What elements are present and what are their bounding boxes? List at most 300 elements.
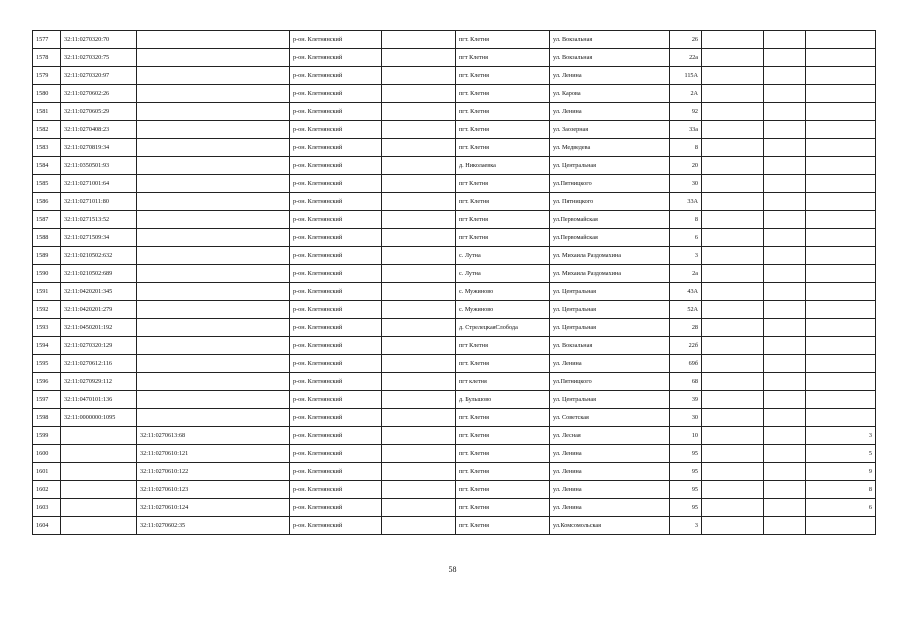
cadastral-number-alt [137,301,290,319]
street-cell: ул. Советская [550,409,670,427]
locality-cell: д. Бульшово [456,391,550,409]
extra-number [806,211,876,229]
street-cell: ул. Ленина [550,103,670,121]
table-row [33,265,876,283]
cadastral-number: 32:11:0350501:93 [61,157,137,175]
table-row [33,103,876,121]
house-number: 33а [670,121,702,139]
street-cell: ул. Ленина [550,67,670,85]
empty-cell [764,283,806,301]
cadastral-number-alt [137,247,290,265]
cadastral-number-alt [137,229,290,247]
empty-cell [764,139,806,157]
empty-cell [702,517,764,535]
extra-number [806,175,876,193]
table-row [33,157,876,175]
row-number: 1592 [33,301,61,319]
empty-cell [382,391,456,409]
row-number: 1577 [33,31,61,49]
table-row [33,337,876,355]
row-number: 1593 [33,319,61,337]
house-number: 95 [670,445,702,463]
extra-number: 9 [806,463,876,481]
empty-cell [382,463,456,481]
empty-cell [764,319,806,337]
empty-cell [702,31,764,49]
empty-cell [764,355,806,373]
locality-cell: с. Лутна [456,265,550,283]
row-number: 1585 [33,175,61,193]
locality-cell: пгт. Клетня [456,139,550,157]
locality-cell: пгт. Клетня [456,481,550,499]
empty-cell [702,247,764,265]
empty-cell [382,175,456,193]
empty-cell [702,85,764,103]
empty-cell [702,193,764,211]
empty-cell [382,517,456,535]
empty-cell [764,265,806,283]
row-number: 1581 [33,103,61,121]
empty-cell [382,481,456,499]
empty-cell [382,499,456,517]
empty-cell [702,265,764,283]
street-cell: ул. Ленина [550,463,670,481]
cadastral-number: 32:11:0000000:1095 [61,409,137,427]
district-cell: р-он. Клетнянский [290,247,382,265]
cadastral-number-alt [137,175,290,193]
house-number: 6 [670,229,702,247]
cadastral-number [61,499,137,517]
district-cell: р-он. Клетнянский [290,229,382,247]
table-row [33,301,876,319]
row-number: 1590 [33,265,61,283]
house-number: 3 [670,517,702,535]
cadastral-number: 32:11:0270320:75 [61,49,137,67]
locality-cell: д. Николаевка [456,157,550,175]
empty-cell [702,157,764,175]
cadastral-number: 32:11:0270612:116 [61,355,137,373]
district-cell: р-он. Клетнянский [290,31,382,49]
empty-cell [764,373,806,391]
row-number: 1580 [33,85,61,103]
district-cell: р-он. Клетнянский [290,67,382,85]
cadastral-number-alt [137,355,290,373]
street-cell: ул. Медведева [550,139,670,157]
empty-cell [764,31,806,49]
extra-number [806,265,876,283]
extra-number [806,283,876,301]
extra-number [806,355,876,373]
district-cell: р-он. Клетнянский [290,409,382,427]
extra-number: 8 [806,481,876,499]
house-number: 22а [670,49,702,67]
row-number: 1599 [33,427,61,445]
empty-cell [382,409,456,427]
house-number: 30 [670,175,702,193]
locality-cell: д. СтрелецкаяСлобода [456,319,550,337]
street-cell: ул. Вокзальная [550,337,670,355]
empty-cell [382,103,456,121]
empty-cell [382,373,456,391]
extra-number [806,229,876,247]
house-number: 3 [670,247,702,265]
cadastral-number [61,427,137,445]
empty-cell [702,499,764,517]
cadastral-number: 32:11:0420201:345 [61,283,137,301]
locality-cell: пгт. Клетня [456,85,550,103]
table-body [33,31,876,535]
table-row [33,49,876,67]
empty-cell [382,445,456,463]
house-number: 39 [670,391,702,409]
street-cell: ул. Вокзальная [550,31,670,49]
row-number: 1587 [33,211,61,229]
cadastral-number-alt [137,211,290,229]
empty-cell [382,265,456,283]
table-row [33,319,876,337]
district-cell: р-он. Клетнянский [290,49,382,67]
empty-cell [382,67,456,85]
cadastral-number: 32:11:0270929:112 [61,373,137,391]
district-cell: р-он. Клетнянский [290,337,382,355]
extra-number [806,157,876,175]
locality-cell: пгт. Клетня [456,499,550,517]
locality-cell: пгт Клетня [456,175,550,193]
cadastral-number: 32:11:0270320:129 [61,337,137,355]
row-number: 1588 [33,229,61,247]
extra-number [806,301,876,319]
table-row [33,463,876,481]
empty-cell [702,445,764,463]
cadastral-number-alt [137,373,290,391]
locality-cell: пгт. Клетня [456,445,550,463]
empty-cell [702,427,764,445]
table-row [33,31,876,49]
empty-cell [702,409,764,427]
cadastral-number-alt: 32:11:0270602:35 [137,517,290,535]
house-number: 2а [670,265,702,283]
district-cell: р-он. Клетнянский [290,265,382,283]
locality-cell: пгт. Клетня [456,193,550,211]
row-number: 1591 [33,283,61,301]
empty-cell [702,283,764,301]
cadastral-number-alt [137,49,290,67]
empty-cell [702,103,764,121]
cadastral-number [61,481,137,499]
table-row [33,391,876,409]
district-cell: р-он. Клетнянский [290,445,382,463]
empty-cell [764,391,806,409]
house-number: 8 [670,139,702,157]
street-cell: ул. Центральная [550,283,670,301]
row-number: 1578 [33,49,61,67]
district-cell: р-он. Клетнянский [290,175,382,193]
empty-cell [764,499,806,517]
empty-cell [702,391,764,409]
street-cell: ул. Михаила Раздомахина [550,247,670,265]
locality-cell: пгт. Клетня [456,409,550,427]
district-cell: р-он. Клетнянский [290,157,382,175]
extra-number [806,391,876,409]
row-number: 1589 [33,247,61,265]
street-cell: ул.Пятницкого [550,373,670,391]
house-number: 68 [670,373,702,391]
cadastral-number: 32:11:0271011:80 [61,193,137,211]
empty-cell [382,85,456,103]
row-number: 1598 [33,409,61,427]
house-number: 2А [670,85,702,103]
row-number: 1595 [33,355,61,373]
empty-cell [764,211,806,229]
cadastral-number [61,445,137,463]
row-number: 1601 [33,463,61,481]
empty-cell [382,211,456,229]
extra-number [806,49,876,67]
empty-cell [702,229,764,247]
table-row [33,427,876,445]
street-cell: ул. Центральная [550,301,670,319]
row-number: 1582 [33,121,61,139]
district-cell: р-он. Клетнянский [290,391,382,409]
empty-cell [382,247,456,265]
empty-cell [382,157,456,175]
row-number: 1604 [33,517,61,535]
table-row [33,517,876,535]
table-row [33,139,876,157]
row-number: 1597 [33,391,61,409]
empty-cell [764,229,806,247]
cadastral-number: 32:11:0420201:279 [61,301,137,319]
empty-cell [382,355,456,373]
empty-cell [702,463,764,481]
extra-number: 6 [806,499,876,517]
row-number: 1594 [33,337,61,355]
cadastral-number-alt [137,139,290,157]
street-cell: ул. Лесная [550,427,670,445]
empty-cell [764,175,806,193]
district-cell: р-он. Клетнянский [290,463,382,481]
empty-cell [382,283,456,301]
extra-number [806,373,876,391]
cadastral-number-alt [137,121,290,139]
empty-cell [764,427,806,445]
empty-cell [764,121,806,139]
cadastral-number-alt [137,103,290,121]
street-cell: ул. Карова [550,85,670,103]
cadastral-number-alt [137,283,290,301]
locality-cell: пгт Клетня [456,49,550,67]
extra-number: 3 [806,427,876,445]
locality-cell: пгт. Клетня [456,67,550,85]
street-cell: ул.Первомайская [550,229,670,247]
row-number: 1596 [33,373,61,391]
empty-cell [764,247,806,265]
cadastral-number: 32:11:0270408:23 [61,121,137,139]
house-number: 69б [670,355,702,373]
district-cell: р-он. Клетнянский [290,319,382,337]
empty-cell [382,139,456,157]
table-row [33,121,876,139]
row-number: 1602 [33,481,61,499]
empty-cell [764,67,806,85]
table-row [33,175,876,193]
cadastral-number-alt [137,67,290,85]
extra-number [806,337,876,355]
district-cell: р-он. Клетнянский [290,373,382,391]
street-cell: ул. Вокзальная [550,49,670,67]
extra-number [806,139,876,157]
empty-cell [764,337,806,355]
locality-cell: пгт Клетня [456,229,550,247]
extra-number [806,247,876,265]
empty-cell [382,301,456,319]
locality-cell: пгт. Клетня [456,121,550,139]
extra-number [806,31,876,49]
empty-cell [702,373,764,391]
empty-cell [764,517,806,535]
empty-cell [764,463,806,481]
cadastral-number: 32:11:0450201:192 [61,319,137,337]
cadastral-number: 32:11:0270320:97 [61,67,137,85]
cadastral-number-alt [137,409,290,427]
empty-cell [382,121,456,139]
table-row [33,445,876,463]
house-number: 10 [670,427,702,445]
extra-number [806,409,876,427]
table-row [33,409,876,427]
street-cell: ул.Пятницкого [550,175,670,193]
empty-cell [382,319,456,337]
district-cell: р-он. Клетнянский [290,517,382,535]
cadastral-number [61,463,137,481]
house-number: 8 [670,211,702,229]
cadastral-number: 32:11:0270819:34 [61,139,137,157]
cadastral-number-alt [137,265,290,283]
empty-cell [702,337,764,355]
cadastral-number-alt: 32:11:0270610:122 [137,463,290,481]
cadastral-number: 32:11:0271509:34 [61,229,137,247]
empty-cell [382,229,456,247]
cadastral-number: 32:11:0271001:64 [61,175,137,193]
cadastral-number-alt [137,31,290,49]
district-cell: р-он. Клетнянский [290,355,382,373]
cadastral-number: 32:11:0270602:26 [61,85,137,103]
table-row [33,67,876,85]
district-cell: р-он. Клетнянский [290,283,382,301]
locality-cell: пгт Клетня [456,211,550,229]
table-row [33,85,876,103]
table-row [33,373,876,391]
extra-number: 5 [806,445,876,463]
house-number: 52А [670,301,702,319]
locality-cell: пгт. Клетня [456,427,550,445]
row-number: 1584 [33,157,61,175]
street-cell: ул. Ленина [550,481,670,499]
district-cell: р-он. Клетнянский [290,481,382,499]
cadastral-number-alt: 32:11:0270610:123 [137,481,290,499]
street-cell: ул. Центральная [550,319,670,337]
cadastral-number: 32:11:0270605:29 [61,103,137,121]
district-cell: р-он. Клетнянский [290,193,382,211]
extra-number [806,67,876,85]
empty-cell [702,67,764,85]
district-cell: р-он. Клетнянский [290,301,382,319]
house-number: 43А [670,283,702,301]
district-cell: р-он. Клетнянский [290,427,382,445]
empty-cell [702,319,764,337]
empty-cell [702,211,764,229]
district-cell: р-он. Клетнянский [290,139,382,157]
extra-number [806,85,876,103]
page-number: 58 [448,565,457,574]
table-row [33,211,876,229]
locality-cell: с. Мужиново [456,283,550,301]
street-cell: ул. Центральная [550,391,670,409]
extra-number [806,517,876,535]
house-number: 28 [670,319,702,337]
row-number: 1586 [33,193,61,211]
empty-cell [382,49,456,67]
house-number: 26 [670,31,702,49]
empty-cell [764,85,806,103]
house-number: 33А [670,193,702,211]
extra-number [806,103,876,121]
empty-cell [382,193,456,211]
empty-cell [702,355,764,373]
house-number: 30 [670,409,702,427]
table-row [33,193,876,211]
locality-cell: пгт. Клетня [456,103,550,121]
empty-cell [764,103,806,121]
table-row [33,247,876,265]
district-cell: р-он. Клетнянский [290,103,382,121]
locality-cell: пгт. Клетня [456,463,550,481]
locality-cell: пгт. Клетня [456,517,550,535]
street-cell: ул.Первомайская [550,211,670,229]
empty-cell [764,409,806,427]
street-cell: ул. Ленина [550,445,670,463]
empty-cell [764,445,806,463]
empty-cell [382,31,456,49]
district-cell: р-он. Клетнянский [290,499,382,517]
row-number: 1603 [33,499,61,517]
street-cell: ул. Центральная [550,157,670,175]
cadastral-number: 32:11:0470101:136 [61,391,137,409]
street-cell: ул. Заозерная [550,121,670,139]
cadastral-number: 32:11:0271513:52 [61,211,137,229]
empty-cell [764,481,806,499]
house-number: 115А [670,67,702,85]
locality-cell: пгт. Клетня [456,355,550,373]
cadastral-number-alt [137,391,290,409]
empty-cell [382,337,456,355]
cadastral-number-alt [137,319,290,337]
property-register-table [32,30,876,535]
district-cell: р-он. Клетнянский [290,121,382,139]
empty-cell [764,157,806,175]
house-number: 95 [670,481,702,499]
locality-cell: с. Лутна [456,247,550,265]
table-row [33,481,876,499]
empty-cell [702,139,764,157]
empty-cell [764,49,806,67]
empty-cell [702,175,764,193]
cadastral-number-alt [137,193,290,211]
house-number: 92 [670,103,702,121]
locality-cell: пгт. Клетня [456,31,550,49]
empty-cell [382,427,456,445]
district-cell: р-он. Клетнянский [290,211,382,229]
